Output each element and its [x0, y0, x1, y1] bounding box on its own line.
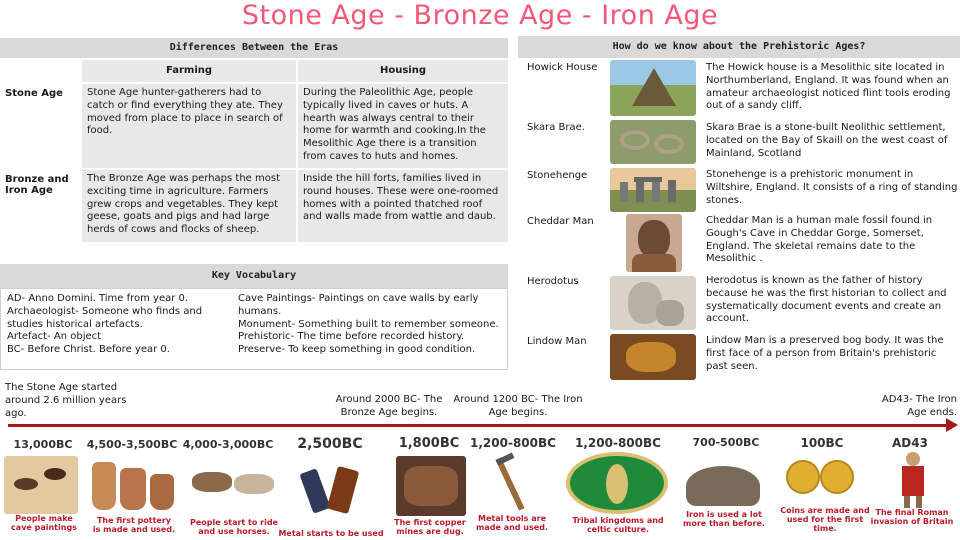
how-heading — [518, 36, 960, 58]
how-desc-lindow: Lindow Man is a preserved bog body. It was the first face of a person from Britain's prehistoric past seen. — [706, 335, 944, 372]
timeline-note-iron: Around 1200 BC- The Iron Age begins. — [453, 394, 583, 418]
howick-house-image — [610, 60, 696, 116]
coins-image — [782, 452, 858, 506]
how-name-stonehenge: Stonehenge — [527, 170, 588, 181]
how-desc-stonehenge: Stonehenge is a prehistoric monument in Wiltshire, England. It consists of a ring of standing stones. — [706, 169, 958, 206]
tl-cap-1: The first pottery is made and used. — [92, 516, 176, 534]
timeline-arrowhead — [946, 418, 958, 432]
horses-image — [186, 456, 282, 514]
differences-heading-text: Differences Between the Eras — [169, 42, 339, 53]
differences-heading — [0, 38, 508, 58]
vocab-item: BC- Before Christ. Before year 0. — [7, 344, 170, 356]
row-bronze-farming: The Bronze Age was perhaps the most exciting time in agriculture. Farmers grew crops and vegetables. They kept geese, goats and pigs and had large herds of cows and flocks of sheep. — [82, 170, 296, 242]
how-name-howick: Howick House — [527, 62, 598, 73]
stonehenge-image — [610, 168, 696, 212]
how-name-cheddar: Cheddar Man — [527, 216, 594, 227]
tl-cap-5: Metal tools are made and used. — [476, 514, 548, 532]
row-stone-farming: Stone Age hunter-gatherers had to catch or find everything they ate. They moved from place to place in search of food. — [82, 84, 296, 168]
lindow-man-image — [610, 334, 696, 380]
vocab-item: Archaeologist- Someone who finds and studies historical artefacts. — [7, 305, 203, 330]
row-era-bronze: Bronze and Iron Age — [5, 174, 69, 196]
vocab-heading-text: Key Vocabulary — [211, 270, 297, 281]
tl-cap-6: Tribal kingdoms and celtic culture. — [572, 516, 664, 534]
vocab-item: Monument- Something built to remember someone. — [238, 318, 499, 330]
tl-date-100bc: 100BC — [800, 436, 844, 450]
iron-image — [680, 452, 766, 508]
how-heading-text: How do we know about the Prehistoric Ages? — [612, 41, 866, 52]
timeline-note-start: The Stone Age started around 2.6 million years ago. — [5, 382, 127, 419]
cave-painting-image — [4, 456, 78, 514]
row-era-stone: Stone Age — [5, 88, 63, 99]
roman-soldier-image — [890, 450, 936, 508]
tl-cap-7: Iron is used a lot more than before. — [683, 510, 765, 528]
metal-image — [296, 460, 366, 520]
tl-cap-9: The final Roman invasion of Britain — [870, 508, 954, 526]
tl-cap-8: Coins are made and used for the first time. — [780, 506, 870, 533]
herodotus-image — [610, 276, 696, 330]
how-name-lindow: Lindow Man — [527, 336, 587, 347]
timeline-arrow — [8, 424, 953, 427]
row-stone-housing: During the Paleolithic Age, people typically lived in caves or huts. A hearth was always central to their home for warmth and cooking.In the Mesolithic Age there is a transition from caves to huts and homes. — [298, 84, 508, 168]
tl-date-700bc: 700-500BC — [692, 436, 760, 449]
celtic-shield-image — [562, 450, 672, 516]
tl-date-2500bc: 2,500BC — [297, 436, 363, 452]
vocab-item: Artefact- An object — [7, 331, 102, 343]
vocab-item: Prehistoric- The time before recorded history. — [238, 331, 465, 343]
vocab-item: AD- Anno Domini. Time from year 0. — [7, 293, 189, 304]
how-name-skara: Skara Brae. — [527, 122, 585, 133]
vocab-item: Cave Paintings- Paintings on cave walls by early humans. — [238, 293, 479, 317]
how-desc-howick: The Howick house is a Mesolithic site located in Northumberland, England. It was found when an amateur archaeologist noticed flint tools eroding out of a sandy cliff. — [706, 62, 951, 112]
tl-date-1200bc-b: 1,200-800BC — [575, 436, 661, 450]
page-title: Stone Age - Bronze Age - Iron Age — [241, 0, 719, 31]
tl-cap-2: People start to ride and use horses. — [190, 518, 278, 536]
differences-table — [0, 60, 508, 243]
row-bronze-housing: Inside the hill forts, families lived in round houses. These were one-roomed homes with a pointed thatched roof and walls made from wattle and daub. — [298, 170, 508, 242]
tl-date-4500bc: 4,500-3,500BC — [86, 438, 178, 451]
tl-date-1800bc: 1,800BC — [398, 436, 460, 451]
copper-mine-image — [396, 456, 466, 516]
timeline-note-end: AD43- The Iron Age ends. — [881, 394, 957, 418]
vocab-item: Preserve- To keep something in good condition. — [238, 344, 476, 356]
tl-cap-3: Metal starts to be used — [278, 529, 384, 538]
vocab-left — [7, 293, 232, 357]
how-grid — [518, 58, 960, 378]
col-header-housing: Housing — [298, 60, 508, 82]
timeline-note-bronze: Around 2000 BC- The Bronze Age begins. — [335, 394, 443, 418]
tl-cap-4: The first copper mines are dug. — [394, 518, 466, 536]
tl-date-4000bc: 4,000-3,000BC — [182, 438, 274, 451]
vocab-right — [238, 293, 504, 357]
tl-date-13000bc: 13,000BC — [13, 438, 73, 451]
cheddar-man-image — [626, 214, 682, 272]
tl-date-ad43: AD43 — [892, 436, 928, 450]
how-name-herodotus: Herodotus — [527, 276, 579, 287]
tl-date-1200bc-a: 1,200-800BC — [470, 436, 556, 450]
how-desc-skara: Skara Brae is a stone-built Neolithic settlement, located on the Bay of Skaill on the west coast of Mainland, Scotland — [706, 122, 948, 159]
metal-tools-image — [490, 452, 530, 514]
how-desc-herodotus: Herodotus is known as the father of history because he was the first historian to collect and systematically document events and create an account. — [706, 275, 947, 325]
pottery-image — [88, 454, 180, 514]
vocab-heading — [0, 264, 508, 288]
col-header-farming: Farming — [82, 60, 296, 82]
tl-cap-0: People make cave paintings — [11, 514, 77, 532]
how-desc-cheddar: Cheddar Man is a human male fossil found in Gough's Cave in Cheddar Gorge, Somerset, England. The skeletal remains date to the Mesolithic . — [706, 215, 933, 265]
skara-brae-image — [610, 120, 696, 164]
